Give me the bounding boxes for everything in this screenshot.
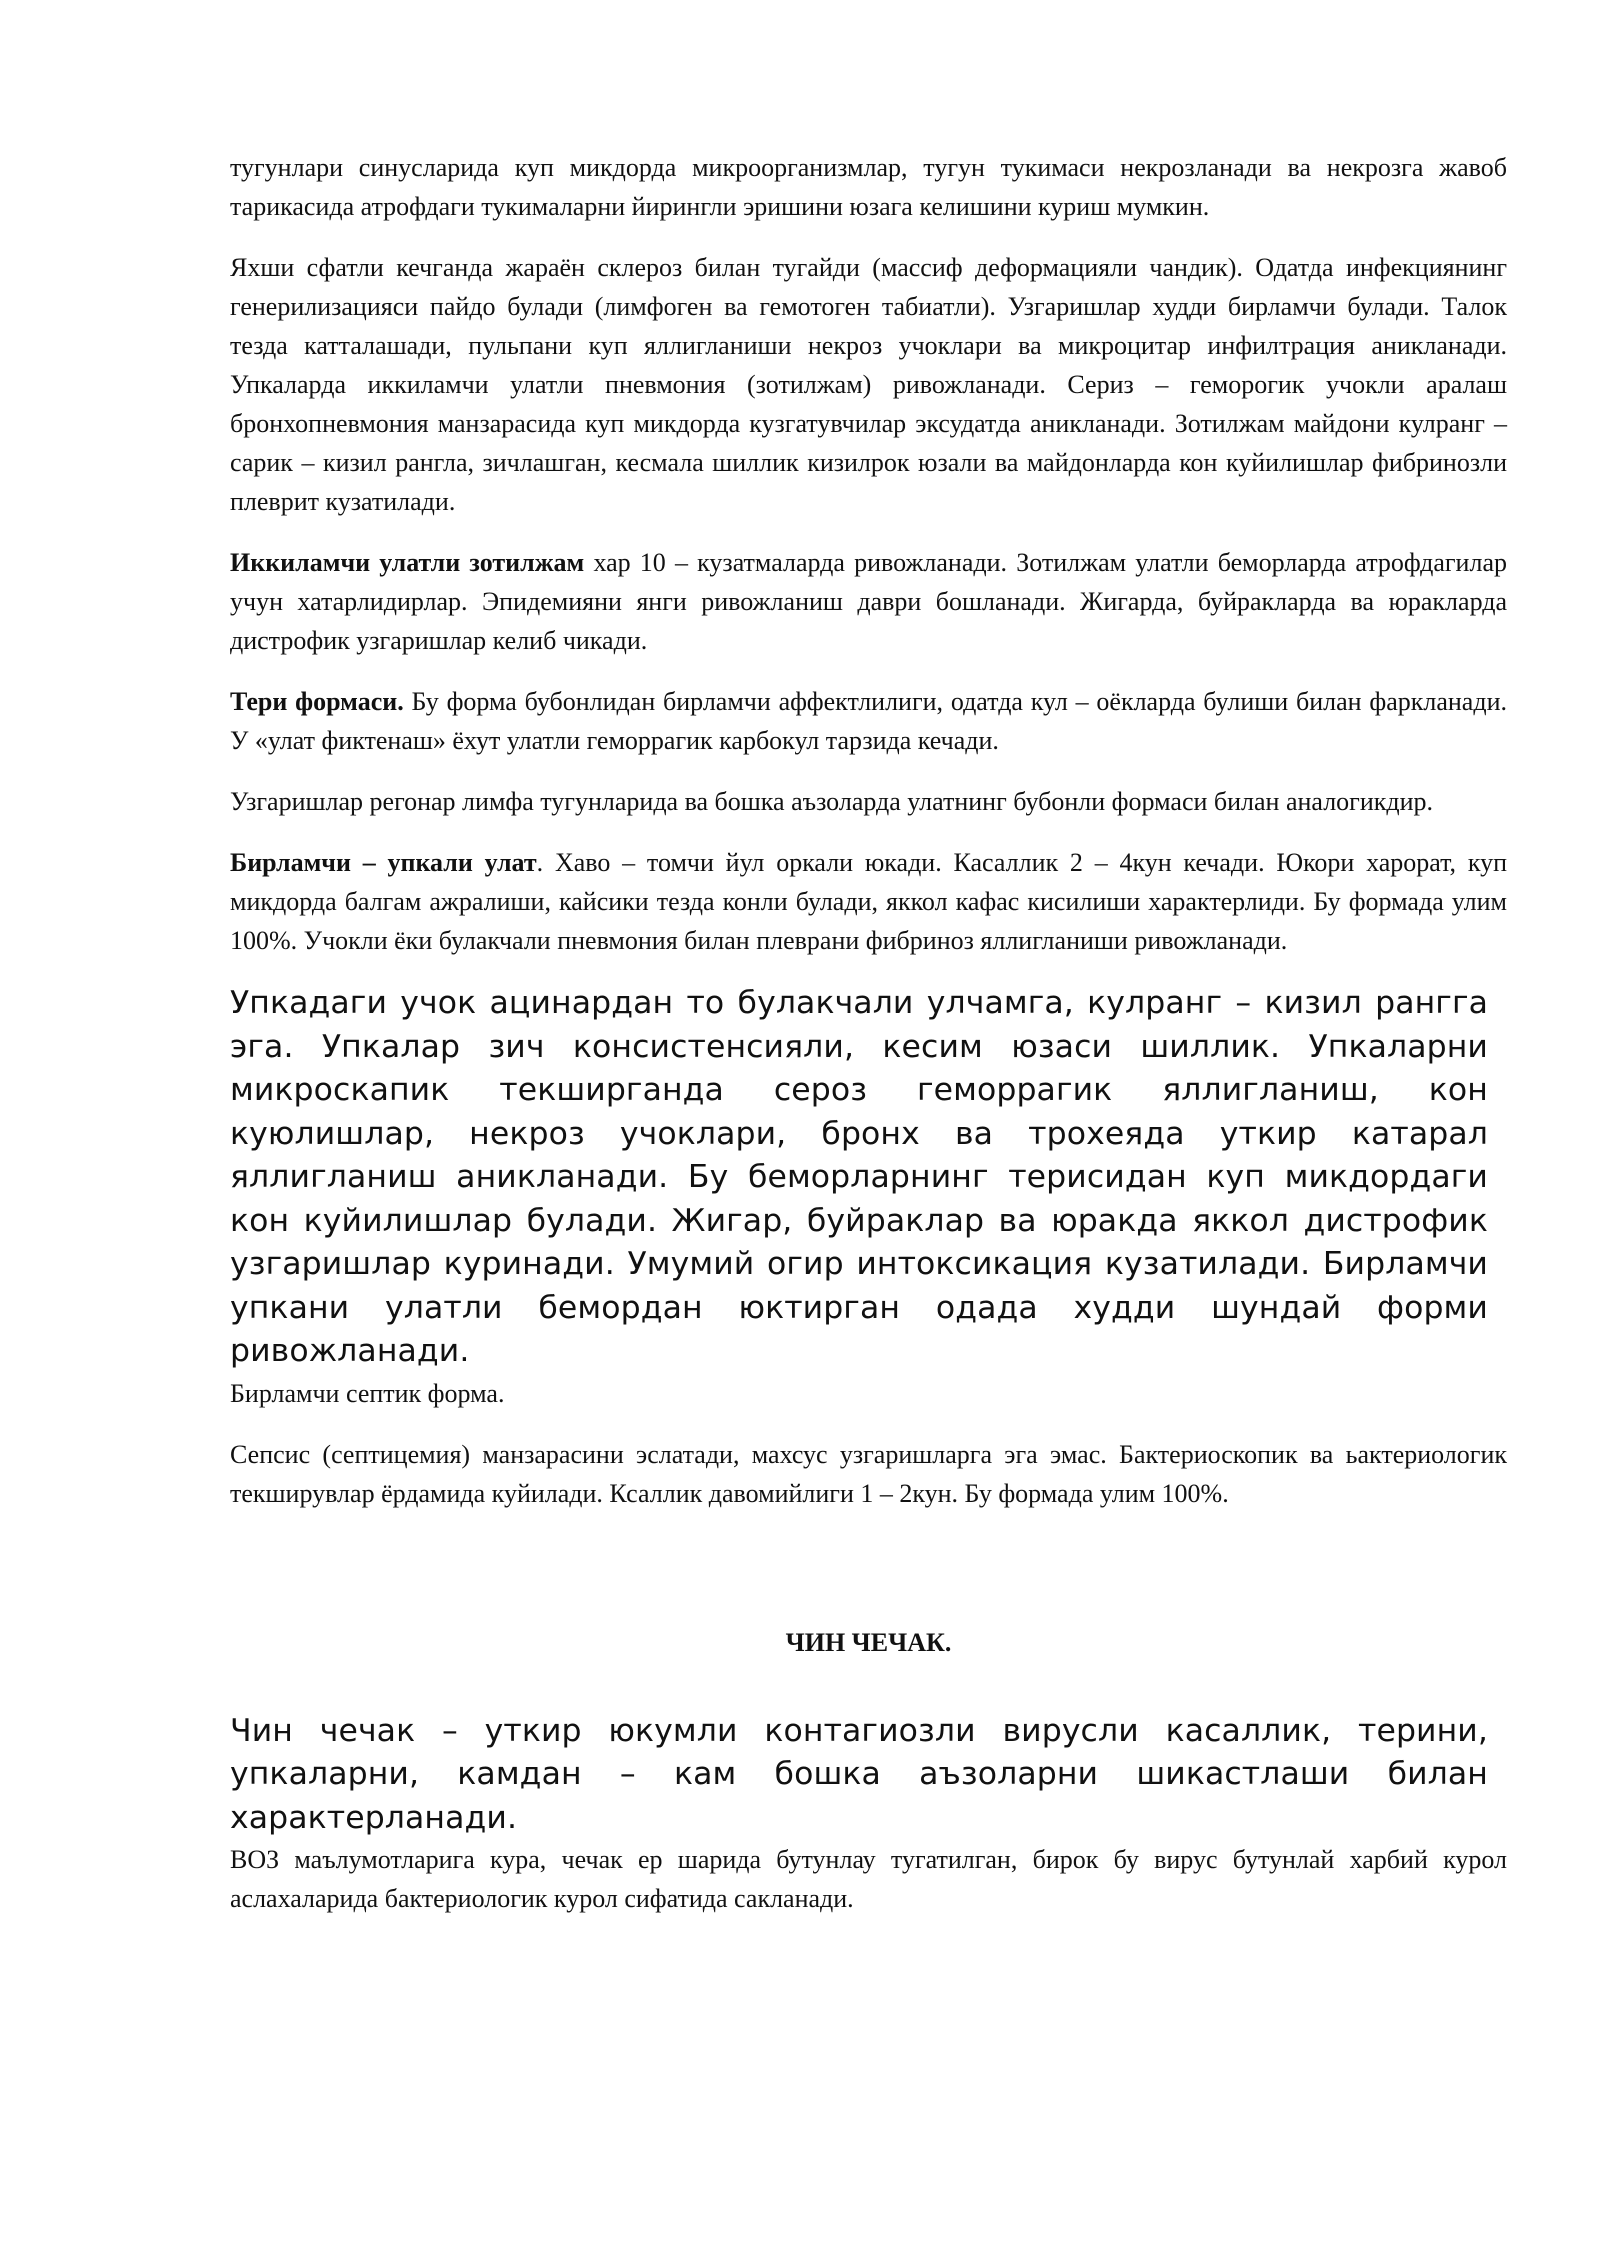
spacer xyxy=(230,1684,1507,1710)
paragraph-primary-pulmonary xyxy=(230,843,1507,960)
spacer xyxy=(230,1535,1507,1623)
paragraph-secondary-pneumonia xyxy=(230,543,1507,660)
paragraph-who-data: ВОЗ маълумотларига кура, чечак ер шарида бутунлау тугатилган, бирок бу вирус бутунлай харбий курол аслахаларида бактериологик курол сифатида сакланади. xyxy=(230,1845,1507,1913)
paragraph-skin-form-text: Бу форма бубонлидан бирламчи аффектлилиги, одатда кул – оёкларда булиши билан фаркланади. У «улат фиктенаш» ёхут улатли геморрагик карбокул тарзида кечади. xyxy=(230,687,1507,755)
term-secondary-pneumonia: Иккиламчи улатли зотилжам xyxy=(230,548,585,577)
paragraph-sepsis: Сепсис (септицемия) манзарасини эслатади, махсус узгаришларга эга эмас. Бактериоскопик ва ьактериологик текширувлар ёрдамида куйилади. Ксаллик давомийлиги 1 – 2кун. Бу формада улим 100%. xyxy=(230,1439,1507,1508)
paragraph-secondary-pneumonia-text: хар 10 – кузатмаларда ривожланади. Зотилжам улатли беморларда атрофдагилар учун хатарлидирлар. Эпидемияни янги ривожланиш даври бошланади. Жигарда, буйракларда ва юракларда дистрофик узгаришлар келиб чикади. xyxy=(230,548,1507,655)
paragraph-primary-pulmonary-text: . Хаво – томчи йул оркали юкади. Касаллик 2 – 4кун кечади. Юкори харорат, куп микдорда балгам ажралиши, кайсики тезда конли булади, яккол кафас кисилиши характерлиди. Бу формада улим 100%. Учокли ёки булакчали пневмония билан плеврани фибриноз яллигланиши ривожланади. xyxy=(230,848,1507,955)
paragraph-skin-form xyxy=(230,682,1507,760)
paragraph-favorable-course: Яхши сфатли кечганда жараён склероз билан тугайди (массиф деформацияли чандик). Одатда инфекциянинг генерилизацияси пайдо булади (лимфоген ва гемотоген табиатли). Узгаришлар худди бирламчи булади. Талок тезда катталашади, пульпани куп яллигланиши некроз учоклари ва микроцитар инфилтрация аникланади. Упкаларда иккиламчи улатли пневмония (зотилжам) ривожланади. Сериз – геморогик учокли аралаш бронхопневмония манзарасида куп микдорда кузгатувчилар эксудатда аникланади. Зотилжам майдони кулранг – сарик – кизил рангла, зичлашган, кесмала шиллик кизилрок юзали ва майдонларда кон куйилишлар фибринозли плеврит кузатилади. xyxy=(230,253,1507,516)
paragraph-lung-focus: Упкадаги учок ацинардан то булакчали улчамга, кулранг – кизил рангга эга. Упкалар зич консистенсияли, кесим юзаси шиллик. Упкаларни микроскапик текширганда сероз геморрагик яллигланиш, кон куюлишлар, некроз учоклари, бронх ва трохеяда уткир катарал яллигланиш аникланади. Бу беморларнинг терисидан куп микдордаги кон куйилишлар булади. Жигар, буйраклар ва юракда яккол дистрофик узгаришлар куринади. Умумий огир интоксикация кузатилади. Бирламчи упкани улатли бемордан юктирган одада худди шундай форми ривожланади. xyxy=(230,985,1488,1369)
term-primary-pulmonary: Бирламчи – упкали улат xyxy=(230,848,537,877)
paragraph-lymph-nodes: тугунлари синусларида куп микдорда микроорганизмлар, тугун тукимаси некрозланади ва некрозга жавоб тарикасида атрофдаги тукималарни йирингли эришини юзага келишини куриш мумкин. xyxy=(230,153,1507,221)
paragraph-smallpox-definition: Чин чечак – уткир юкумли контагиозли вирусли касаллик, терини, упкаларни, камдан – кам бошка аъзоларни шикастлаши билан характерланади. xyxy=(230,1712,1488,1836)
term-skin-form: Тери формаси. xyxy=(230,687,404,716)
paragraph-regional-changes: Узгаришлар регонар лимфа тугунларида ва бошка аъзоларда улатнинг бубонли формаси билан аналогикдир. xyxy=(230,787,1434,816)
document-page xyxy=(230,148,1507,1940)
section-heading-smallpox: ЧИН ЧЕЧАК. xyxy=(785,1627,952,1657)
subheading-septic-form: Бирламчи септик форма. xyxy=(230,1378,505,1408)
